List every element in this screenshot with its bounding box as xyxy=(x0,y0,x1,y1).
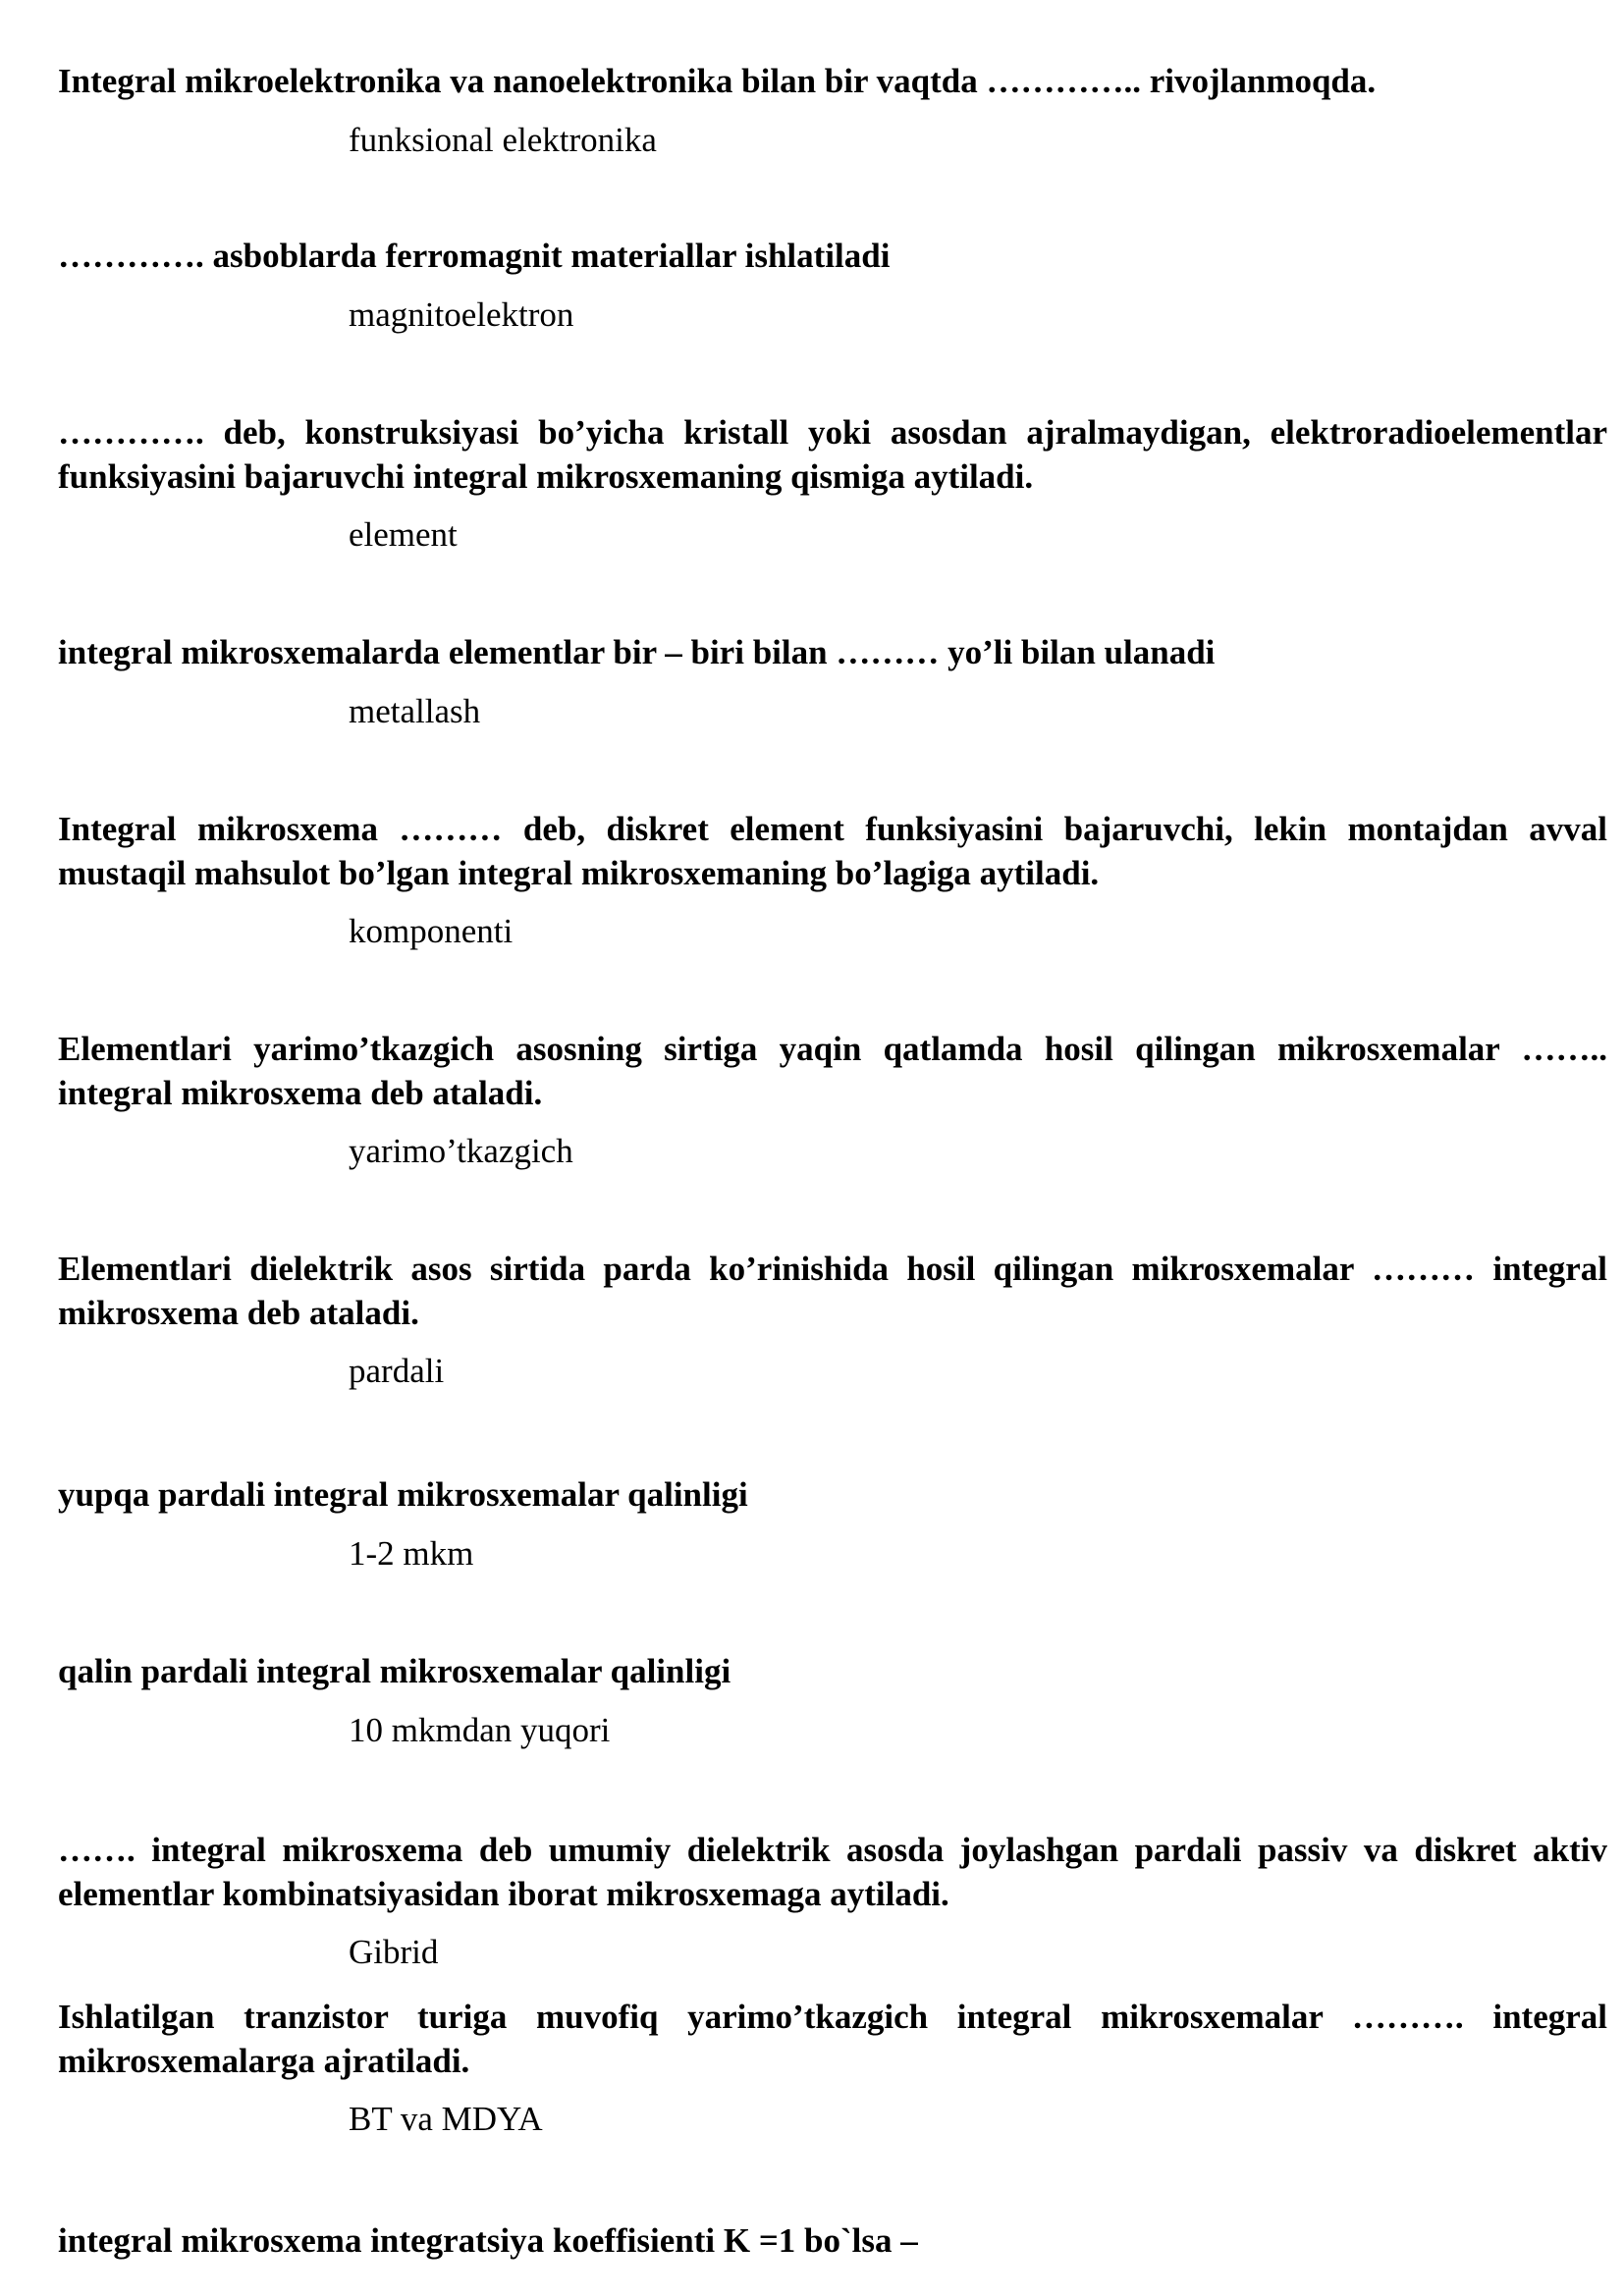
question-3: …………. deb, konstruksiyasi bo’yicha kristall yoki asosdan ajralmaydigan, elektroradioelementlar funksiyasini bajaruvchi integral mikrosxemaning qismiga aytiladi. xyxy=(58,413,1607,496)
question-11: Ishlatilgan tranzistor turiga muvofiq yarimo’tkazgich integral mikrosxemalar ………. integral mikrosxemalarga ajratiladi. xyxy=(58,1998,1607,2080)
question-10: ……. integral mikrosxema deb umumiy dielektrik asosda joylashgan pardali passiv va diskret aktiv elementlar kombinatsiyasidan iborat mikrosxemaga aytiladi. xyxy=(58,1831,1607,1913)
answer-10: Gibrid xyxy=(349,1933,439,1971)
question-5: Integral mikrosxema ……… deb, diskret element funksiyasini bajaruvchi, lekin montajdan avval mustaqil mahsulot bo’lgan integral mikrosxemaning bo’lagiga aytiladi. xyxy=(58,810,1607,892)
question-8: yupqa pardali integral mikrosxemalar qalinligi xyxy=(58,1475,748,1514)
answer-3: element xyxy=(349,515,458,554)
question-4: integral mikrosxemalarda elementlar bir – biri bilan ……… yo’li bilan ulanadi xyxy=(58,633,1216,671)
answer-1: funksional elektronika xyxy=(349,121,657,159)
question-12: integral mikrosxema integratsiya koeffisienti K =1 bo`lsa – xyxy=(58,2221,918,2260)
answer-9: 10 mkmdan yuqori xyxy=(349,1711,611,1749)
answer-7: pardali xyxy=(349,1352,445,1390)
question-1: Integral mikroelektronika va nanoelektronika bilan bir vaqtda ………….. rivojlanmoqda. xyxy=(58,62,1377,100)
answer-2: magnitoelektron xyxy=(349,295,574,334)
answer-4: metallash xyxy=(349,692,481,730)
answer-8: 1-2 mkm xyxy=(349,1534,474,1573)
question-2: …………. asboblarda ferromagnit materiallar ishlatiladi xyxy=(58,237,891,275)
question-9: qalin pardali integral mikrosxemalar qalinligi xyxy=(58,1652,731,1690)
answer-5: komponenti xyxy=(349,912,514,950)
answer-11: BT va MDYA xyxy=(349,2100,543,2138)
question-6: Elementlari yarimo’tkazgich asosning sirtiga yaqin qatlamda hosil qilingan mikrosxemalar …….. integral mikrosxema deb ataladi. xyxy=(58,1030,1607,1112)
question-7: Elementlari dielektrik asos sirtida parda ko’rinishida hosil qilingan mikrosxemalar ……… integral mikrosxema deb ataladi. xyxy=(58,1250,1607,1332)
answer-6: yarimo’tkazgich xyxy=(349,1132,573,1170)
